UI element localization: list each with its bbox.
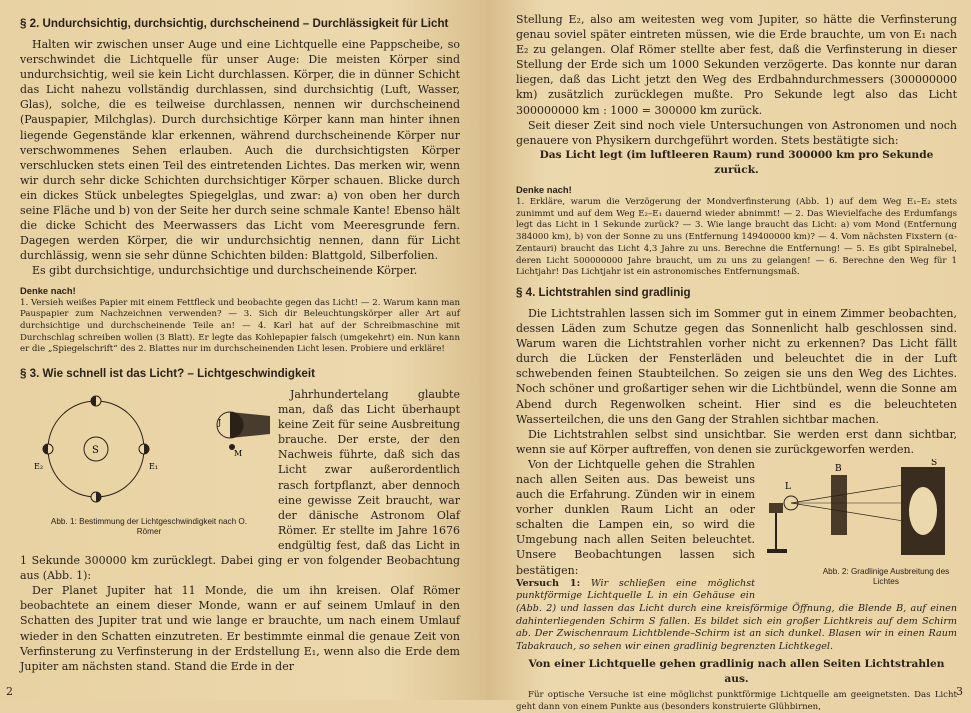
orbit-diagram	[20, 389, 270, 517]
light-circle	[909, 487, 937, 535]
propagation-diagram	[761, 459, 957, 565]
section-2-exercises: 1. Versieh weißes Papier mit einem Fettfleck und beobachte gegen das Licht! — 2. Warum kann man Pauspapier zum Nachzeichnen verwenden? — 3. Sich dir Beleuchtungskörper aller Art auf durchsichtige und durchscheinende Teile an! — 4. Karl hat auf der Schreibmaschine mit Durchschlag schreiben wollen (3 Blatt). Er legte das Kohlepapier falsch (umgekehrt) ein. Nun kann er die „Spiegelschrift“ des 2. Blattes nur im durchscheinenden Licht lesen. Probiere und erkläre!	[20, 297, 460, 355]
section-3-continuation: Stellung E₂, also am weitesten weg vom Jupiter, so hätte die Verfinsterung genau soviel später eintreten müssen, wie die Erde brauchte, um von E₁ nach E₂ zu gelangen. Olaf Römer stellte aber fest, daß die Verfinsterung in dieser Stellung der Erde sich um 1000 Sekunden verzögerte. Das konnte nur daran liegen, daß das Licht jetzt den Weg des Erdbahndurchmessers (300000000 km) zusätzlich zurücklegen mußte. Pro Sekunde legt also das Licht 300000000 km : 1000 = 300000 km zurück.	[516, 13, 957, 117]
section-4-paragraph-4: Für optische Versuche ist eine möglichst punktförmige Lichtquelle am geeignetsten. Das Licht geht dann von einem Punkte aus (besonders konstruierte Glühbirnen,	[516, 690, 957, 712]
section-2-paragraph-1: Halten wir zwischen unser Auge und eine Lichtquelle eine Pappscheibe, so verschwindet die Lichtquelle für unser Auge: Die meisten Körper sind undurchsichtig, weil sie kein Licht durchlassen. Körper, die in dünner Schicht das Licht nahezu vollständig durchlassen, sind durchsichtig (Luft, Wasser, Glas), solche, die es teilweise durchlassen, nennen wir durchscheinend (Pauspapier, Milchglas). Durch durchsichtige Körper kann man hinter ihnen liegende Gegenstände klar erkennen, während durchscheinende Körper nur verschwommenes Sehen erlauben. Auch die durchsichtigsten Körper verschlucken stets einen Teil des eintretenden Lichtes. Das merken wir, wenn wir durch sehr dicke Schichten durchsichtiger Körper schauen. Blicke durch ein dickes Stück unbelegtes Spiegelglas, und zwar: a) von oben her durch seine Fläche und b) von der Seite her durch seine schmale Kante! Ebenso hält die dicke Schicht des Meerwassers das Licht vom Meeresgrunde fern. Dagegen werden Körper, die wir undurchsichtig nennen, dann für Licht durchlässig, wenn sie sehr dünne Schichten bilden: Blattgold, Silberfolien.	[20, 38, 460, 263]
page-number-left: 2	[6, 685, 13, 698]
section-4-title: § 4. Lichtstrahlen sind gradlinig	[516, 285, 691, 299]
aperture-b	[831, 475, 847, 535]
figure-1-roemer-orbit	[20, 389, 270, 539]
section-3-title: § 3. Wie schnell ist das Licht? – Lichtgeschwindigkeit	[20, 367, 315, 381]
denke-nach-heading: Denke nach!	[20, 284, 76, 296]
s-label: S	[931, 458, 938, 468]
denke-nach-heading-2: Denke nach!	[516, 184, 572, 196]
jupiter-label: J	[218, 418, 222, 428]
section-4-paragraph-1: Die Lichtstrahlen lassen sich im Sommer gut in einem Zimmer beobachten, dessen Läden zum Schutze gegen das Sonnenlicht halb geschlossen sind. Warum waren die Lichtstrahlen vorher nicht zu erkennen? Das Licht fällt durch die Lücken der Fensterläden und beleuchtet die in der Luft schwebenden feinen Staubteilchen. So zeigen sie uns den Weg des Lichtes. Noch schöner und großartiger sehen wir die Lichtbündel, wenn die Sonne am Abend durch Regenwolken scheint. Hier sind es die beleuchteten Wasserteilchen, die uns den Gang der Strahlen sichtbar machen.	[516, 306, 957, 426]
section-3-paragraph-1: Jahrhundertelang glaubte man, daß das Licht überhaupt keine Zeit für seine Ausbreitung brauche. Der erste, der den Nachweis führte, daß sich das Licht zwar außerordentlich rasch fortpflanzt, aber dennoch eine gewisse Zeit braucht, war der dänische Astronom Olaf Römer. Er stellte im Jahre 1676 endgültig fest, daß das Licht in 1 Sekunde 300000 km zurücklegt. Dabei ging er von folgender Beobachtung aus (Abb. 1):	[20, 388, 460, 583]
figure-2-caption: Abb. 2: Gradlinige Ausbreitung des Lichtes	[822, 566, 950, 586]
section-3-exercises: 1. Erkläre, warum die Verzögerung der Mondverfinsterung (Abb. 1) auf dem Weg E₁–E₂ stets zunimmt und auf dem Weg E₂–E₁ dauernd wieder abnimmt! — 2. Das Wievielfache des Erdumfangs legt das Licht in 1 Sekunde zurück? — 3. Wie lange braucht das Licht: a) vom Mond (Entfernung 384000 km), b) von der Sonne zu uns (Entfernung 149400000 km)? — 4. Vom nächsten Fixstern (α-Zentauri) braucht das Licht 4,3 Jahre zu uns. Berechne die Entfernung! — 5. Es gibt Spiralnebel, deren Licht 500000000 Jahre braucht, um zu uns zu gelangen! — 6. Berechne den Weg für 1 Lichtjahr! Das Lichtjahr ist ein astronomisches Entfernungsmaß.	[516, 197, 957, 278]
rectilinear-propagation-statement: Von einer Lichtquelle gehen gradlinig nach allen Seiten Lichtstrahlen aus.	[528, 657, 945, 685]
versuch-1-text: Wir schließen eine möglichst punktförmige Lichtquelle L in ein Gehäuse ein (Abb. 2) und lassen das Licht durch eine kreisförmige Öffnung, die Blende B, auf einen dahinterliegenden Schirm S fallen. Es bildet sich ein großer Lichtkreis auf dem Schirm ab. Der Zwischenraum Lichtblende–Schirm ist an sich dunkel. Blasen wir in einen Raum Tabakrauch, so sehen wir einen gradlinig begrenzten Lichtkegel.	[516, 577, 957, 653]
b-label: B	[835, 463, 842, 474]
lamp-housing	[769, 503, 783, 513]
figure-2-light-propagation	[761, 459, 957, 591]
section-4-paragraph-2: Die Lichtstrahlen selbst sind unsichtbar. Sie werden erst dann sichtbar, wenn sie auf Körper auftreffen, von denen sie zurückgeworfen werden.	[516, 427, 957, 456]
section-2-summary: Es gibt durchsichtige, undurchsichtige und durchscheinende Körper.	[32, 264, 418, 278]
page-number-right: 3	[956, 685, 963, 698]
sun-label: S	[92, 445, 99, 457]
speed-of-light-statement: Das Licht legt (im luftleeren Raum) rund 300000 km pro Sekunde zurück.	[539, 148, 934, 176]
l-label: L	[785, 481, 791, 492]
moon-label: M	[234, 449, 243, 459]
figure-1-caption: Abb. 1: Bestimmung der Lichtgeschwindigkeit nach O. Römer	[50, 517, 248, 537]
section-2-title: § 2. Undurchsichtig, durchsichtig, durchscheinend – Durchlässigkeit für Licht	[20, 17, 449, 30]
jupiter-shadow	[230, 412, 270, 438]
section-3-paragraph-3: Seit dieser Zeit sind noch viele Untersuchungen von Astronomen und noch genauere von Physikern durchgeführt worden. Stets bestätigte sich:	[516, 118, 957, 147]
versuch-1-label: Versuch 1:	[516, 577, 581, 589]
left-page	[0, 0, 486, 700]
section-4-paragraph-3: Von der Lichtquelle gehen die Strahlen nach allen Seiten aus. Das beweist uns auch die Erfahrung. Zünden wir in einem vorher dunklen Raum Licht an oder schalten die Lampen ein, so wird die Umgebung nach allen Seiten beleuchtet. Unsere Beobachtungen lassen sich bestätigen:	[516, 457, 755, 577]
right-page	[486, 0, 971, 712]
e1-label: E₁	[149, 462, 159, 472]
e2-label: E₂	[34, 462, 44, 472]
section-3-paragraph-2: Der Planet Jupiter hat 11 Monde, die um ihn kreisen. Olaf Römer beobachtete an einem dieser Monde, wann er auf seinem Umlauf in den Schatten des Jupiter trat und wie lange er brauchte, um nach einem Umlauf wieder in den Schatten einzutreten. Er bestimmte einmal die genaue Zeit von Verfinsterung zu Verfinsterung in der Erdstellung E₁, wenn also die Erde dem Jupiter am nächsten stand. Stand die Erde in der	[20, 584, 460, 673]
